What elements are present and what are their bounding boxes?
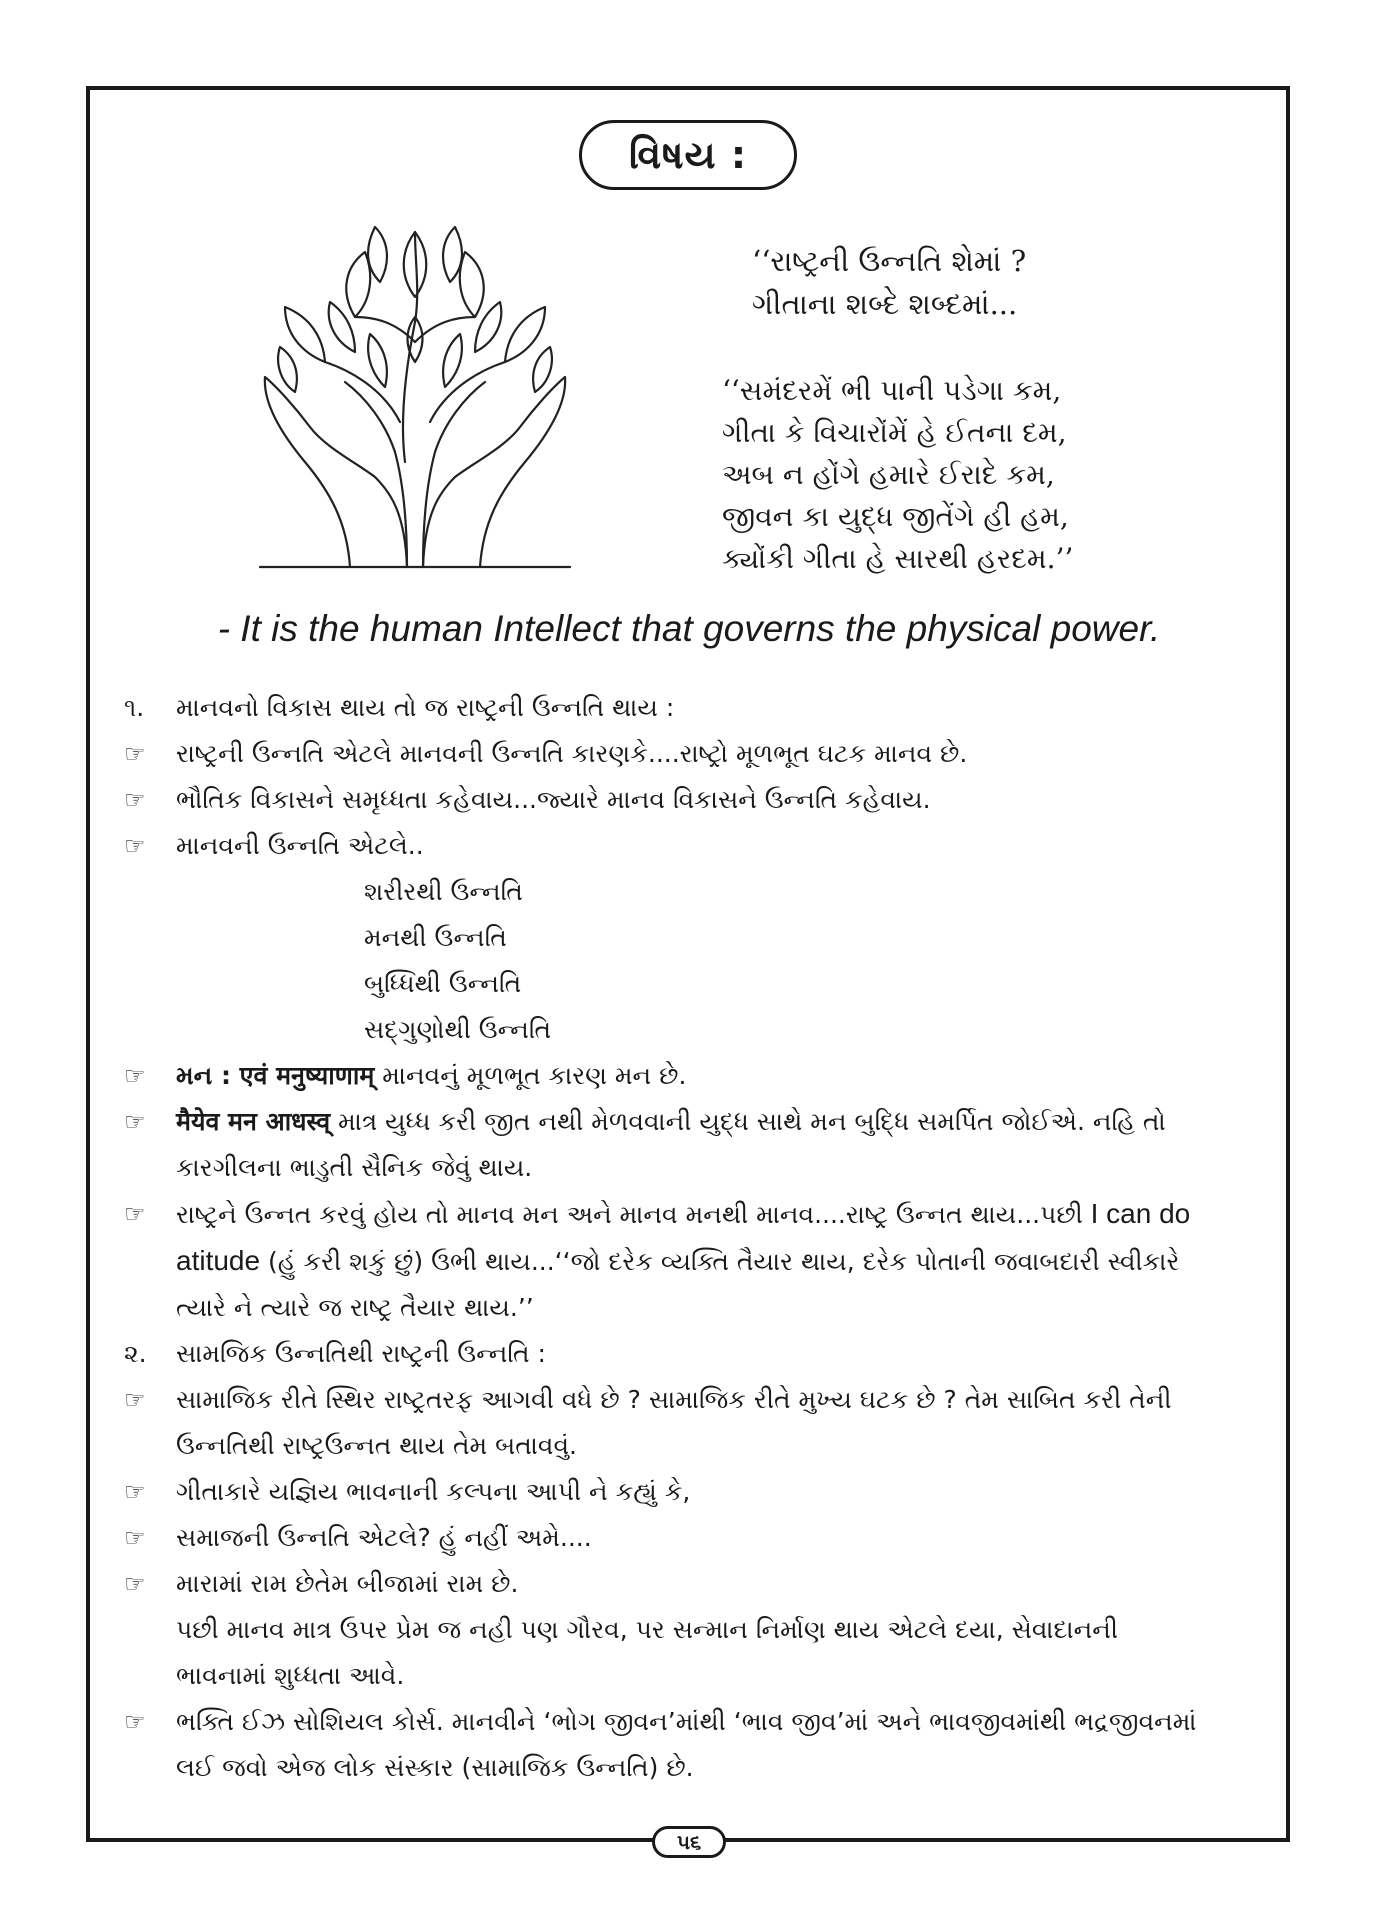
list-item [124, 1053, 1256, 1099]
list-item-continuation: ત્યારે ને ત્યારે જ રાષ્ટ્ર તૈયાર થાય.’’ [176, 1293, 534, 1322]
tagline: - It is the human Intellect that governs the physical power. [217, 608, 1161, 649]
list-item-continuation: કારગીલના ભાડુતી સૈનિક જેવું થાય. [176, 1153, 533, 1182]
quote-line: ‘‘રાષ્ટ્રની ઉન્નતિ શેમાં ? [752, 244, 1027, 278]
poem-line: ગીતા કે વિચારોંમેં હે ઈતના દમ, [722, 416, 1067, 449]
main-content [124, 685, 1256, 1791]
list-item [124, 731, 1256, 777]
list-item [124, 1099, 1256, 1145]
list-item-continuation: ભાવનામાં શુધ્ધતા આવે. [176, 1661, 405, 1690]
list-item [124, 823, 1256, 869]
list-item [124, 1699, 1256, 1745]
sub-list-item: શરીરથી ઉન્નતિ [364, 877, 523, 906]
list-item-text: સમાજની ઉન્નતિ એટલે? હું નહીં અમે.... [176, 1523, 592, 1552]
list-item-text [176, 1099, 1256, 1145]
poem-line: ક્યોંકી ગીતા હે સારથી હરદમ.’’ [722, 542, 1074, 575]
list-item [124, 1377, 1256, 1423]
list-item [124, 1191, 1256, 1238]
poem-line: અબ ન હોંગે હમારે ઈરાદે કમ, [722, 458, 1055, 491]
english-phrase: I can do [1082, 1198, 1191, 1229]
list-item-text: ભક્તિ ઈઝ સોશિયલ કોર્સ. માનવીને ‘ભોગ જીવન’માંથી ‘ભાવ જીવ’માં અને ભાવજીવમાંથી ભદ્રજીવનમાં [176, 1707, 1197, 1736]
list-item-text [176, 1053, 1256, 1099]
pointing-hand-icon: ☞ [124, 1108, 146, 1136]
list-item-text: ગીતાકારે યજ્ઞિય ભાવનાની કલ્પના આપી ને કહ્યું કે, [176, 1477, 691, 1506]
list-item-continuation: ઉન્નતિથી રાષ્ટ્રઉન્નત થાય તેમ બતાવવું. [176, 1431, 577, 1460]
page-title [579, 120, 797, 190]
poem [722, 370, 1142, 580]
poem-line: જીવન કા યુદ્ધ જીતેંગે હી હમ, [722, 500, 1069, 533]
list-item [124, 1561, 1256, 1607]
section-number: ૧. [124, 693, 145, 722]
section-number: ૨. [124, 1339, 147, 1368]
list-item-text-part: રાષ્ટ્રને ઉન્નત કરવું હોય તો માનવ મન અને માનવ મનથી માનવ....રાષ્ટ્ર ઉન્નત થાય...પછી [176, 1200, 1083, 1229]
tree-hands-illustration [255, 222, 575, 572]
list-item-text [176, 1191, 1256, 1238]
list-item-continuation: લઈ જવો એજ લોક સંસ્કાર (સામાજિક ઉન્નતિ) છે. [176, 1753, 694, 1782]
list-item-text: ભૌતિક વિકાસને સમૃધ્ધતા કહેવાય...જ્યારે માનવ વિકાસને ઉન્નતિ કહેવાય. [176, 785, 931, 814]
pointing-hand-icon: ☞ [124, 1478, 146, 1506]
sub-list-item: સદ્‌ગુણોથી ઉન્નતિ [364, 1015, 552, 1044]
list-item [124, 777, 1256, 823]
list-item-text-rest: માનવનું મૂળભૂત કારણ મન છે. [374, 1061, 687, 1090]
list-item [124, 1469, 1256, 1515]
poem-line: ‘‘સમંદરમેં ભી પાની પડેગા કમ, [722, 374, 1062, 407]
pointing-hand-icon: ☞ [124, 1200, 146, 1228]
list-item-text: રાષ્ટ્રની ઉન્નતિ એટલે માનવની ઉન્નતિ કારણકે....રાષ્ટ્રો મૂળભૂત ઘટક માનવ છે. [176, 739, 968, 768]
sub-list-item: મનથી ઉન્નતિ [364, 923, 507, 952]
pointing-hand-icon: ☞ [124, 1386, 146, 1414]
pointing-hand-icon: ☞ [124, 1524, 146, 1552]
pointing-hand-icon: ☞ [124, 832, 146, 860]
list-item-continuation [124, 1238, 1256, 1285]
quote-heading [752, 240, 1152, 326]
list-item-text-rest: માત્ર યુધ્ધ કરી જીત નથી મેળવવાની યુદ્ધ સાથે મન બુદ્ધિ સમર્પિત જોઈએ. નહિ તો [330, 1107, 1166, 1136]
english-phrase: atitude [176, 1245, 261, 1276]
sub-list-item: બુધ્ધિથી ઉન્નતિ [364, 969, 522, 998]
page-number: ૫૬ [652, 1826, 726, 1858]
sub-list [124, 869, 1256, 1053]
list-item-text: માનવની ઉન્નતિ એટલે.. [176, 831, 424, 860]
list-item-text: મારામાં રામ છેતેમ બીજામાં રામ છે. [176, 1569, 519, 1598]
section-heading [124, 685, 1256, 731]
section-heading-text: સામજિક ઉન્નતિથી રાષ્ટ્રની ઉન્નતિ : [176, 1339, 546, 1368]
pointing-hand-icon: ☞ [124, 1570, 146, 1598]
quote-line: ગીતાના શબ્દે શબ્દમાં... [752, 287, 1018, 321]
pointing-hand-icon: ☞ [124, 740, 146, 768]
section-heading-text: માનવનો વિકાસ થાય તો જ રાષ્ટ્રની ઉન્નતિ થાય : [176, 693, 675, 722]
list-item-text-part: (હું કરી શકું છું) ઉભી થાય...‘‘જો દરેક વ્યક્તિ તૈયાર થાય, દરેક પોતાની જવાબદારી સ્વીકારે [260, 1247, 1180, 1276]
sanskrit-phrase: મન : एवं मनुष्याणाम् [176, 1061, 375, 1090]
list-item [124, 1515, 1256, 1561]
page-title-text: વિષય : [628, 132, 748, 177]
sanskrit-phrase: मैयेव मन आधस्व् [176, 1107, 331, 1136]
list-item-continuation: પછી માનવ માત્ર ઉપર પ્રેમ જ નહી પણ ગૌરવ, પર સન્માન નિર્માણ થાય એટલે દયા, સેવાદાનની [176, 1615, 1119, 1644]
pointing-hand-icon: ☞ [124, 1062, 146, 1090]
pointing-hand-icon: ☞ [124, 1708, 146, 1736]
section-heading [124, 1331, 1256, 1377]
list-item-text: સામાજિક રીતે સ્થિર રાષ્ટ્રતરફ આગવી વધે છે ? સામાજિક રીતે મુખ્ય ઘટક છે ? તેમ સાબિત કરી તેની [176, 1385, 1172, 1414]
pointing-hand-icon: ☞ [124, 786, 146, 814]
